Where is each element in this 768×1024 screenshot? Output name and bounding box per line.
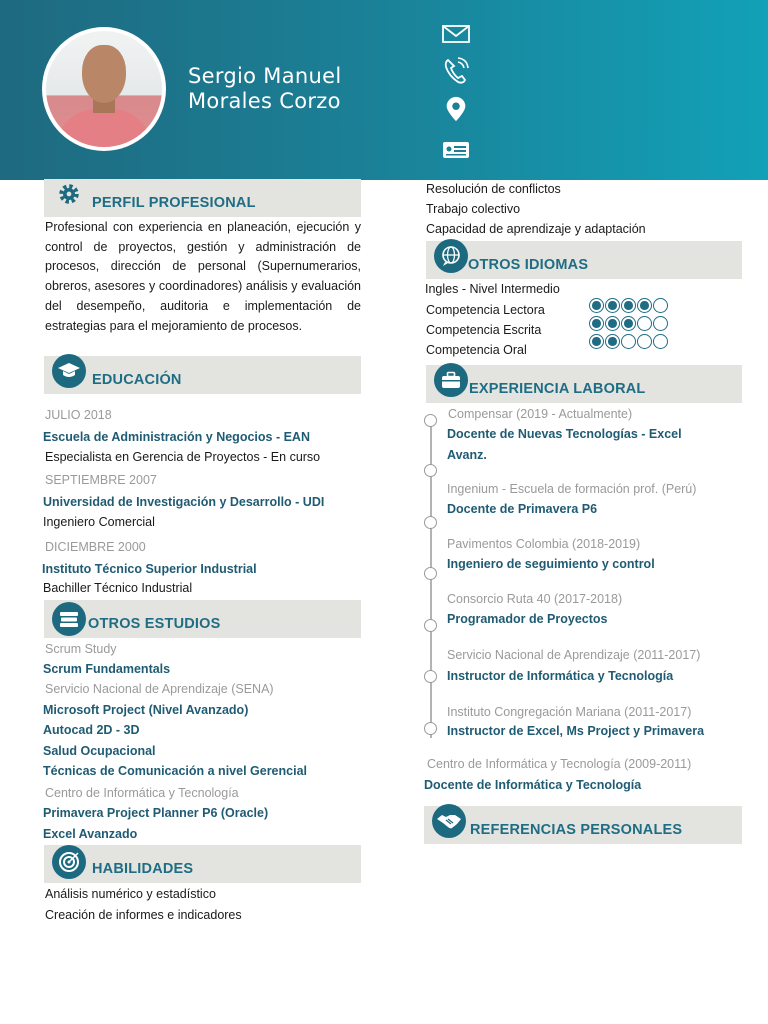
header-banner: [0, 0, 768, 180]
rating-dot-filled: [589, 298, 604, 313]
name-line-2: Morales Corzo: [188, 89, 341, 113]
section-title: REFERENCIAS PERSONALES: [470, 822, 683, 838]
rating-dot-filled: [605, 298, 620, 313]
section-educacion: [44, 356, 361, 394]
handshake-icon: [432, 804, 466, 838]
timeline-dot: [424, 414, 437, 427]
rating-dot-filled: [621, 316, 636, 331]
rating-dot-empty: [653, 298, 668, 313]
rating-dot-empty: [637, 334, 652, 349]
timeline-dot: [424, 722, 437, 735]
study-provider: Scrum Study: [45, 642, 117, 656]
profile-photo: [46, 31, 162, 147]
section-habilidades: [44, 845, 361, 883]
skill-item: Capacidad de aprendizaje y adaptación: [426, 222, 646, 236]
education-degree: Especialista en Gerencia de Proyectos - En curso: [45, 450, 321, 464]
job-company: Servicio Nacional de Aprendizaje (2011-2017): [447, 648, 701, 662]
section-perfil-profesional: [44, 179, 361, 217]
section-experiencia-laboral: [426, 365, 742, 403]
education-degree: Bachiller Técnico Industrial: [43, 581, 193, 595]
job-role: Ingeniero de seguimiento y control: [447, 557, 655, 571]
language-rating: [589, 316, 668, 331]
books-icon: [52, 602, 86, 636]
job-company: Instituto Congregación Mariana (2011-2017): [447, 705, 692, 719]
profile-photo-frame: [42, 27, 166, 151]
job-role: Docente de Primavera P6: [447, 502, 598, 516]
study-course: Técnicas de Comunicación a nivel Gerencial: [43, 764, 307, 778]
skill-item: Resolución de conflictos: [426, 182, 561, 196]
speech-globe-icon: [434, 239, 468, 273]
job-company: Centro de Informática y Tecnología (2009-2011): [427, 757, 692, 771]
job-role: Docente de Nuevas Tecnologías - Excel: [447, 427, 682, 441]
language-skill-label: Competencia Lectora: [426, 303, 545, 317]
job-role: Instructor de Excel, Ms Project y Primavera: [447, 724, 705, 738]
job-company: Pavimentos Colombia (2018-2019): [447, 537, 641, 551]
job-role: Instructor de Informática y Tecnología: [447, 669, 674, 683]
language-skill-label: Competencia Escrita: [426, 323, 542, 337]
education-date: JULIO 2018: [45, 408, 112, 422]
timeline-dot: [424, 464, 437, 477]
study-provider: Servicio Nacional de Aprendizaje (SENA): [45, 682, 274, 696]
skill-item: Creación de informes e indicadores: [45, 908, 242, 922]
language-rating: [589, 334, 668, 349]
job-role: Avanz.: [447, 448, 487, 462]
rating-dot-filled: [589, 316, 604, 331]
name-line-1: Sergio Manuel: [188, 64, 342, 88]
skill-item: Análisis numérico y estadístico: [45, 887, 216, 901]
timeline-dot: [424, 516, 437, 529]
job-company: Ingenium - Escuela de formación prof. (Perú): [447, 482, 697, 496]
section-title: EDUCACIÓN: [92, 372, 182, 388]
job-company: Compensar (2019 - Actualmente): [448, 407, 633, 421]
section-otros-idiomas: [426, 241, 742, 279]
education-school: Escuela de Administración y Negocios - EAN: [43, 430, 310, 444]
job-company: Consorcio Ruta 40 (2017-2018): [447, 592, 623, 606]
rating-dot-empty: [637, 316, 652, 331]
section-title: EXPERIENCIA LABORAL: [469, 381, 646, 397]
education-school: Instituto Técnico Superior Industrial: [42, 562, 257, 576]
rating-dot-empty: [653, 316, 668, 331]
section-title: HABILIDADES: [92, 861, 194, 877]
language-name: Ingles - Nivel Intermedio: [425, 282, 560, 296]
phone-icon: [441, 57, 471, 85]
envelope-icon: [441, 20, 471, 48]
study-course: Excel Avanzado: [43, 827, 138, 841]
education-date: SEPTIEMBRE 2007: [45, 473, 157, 487]
study-course: Autocad 2D - 3D: [43, 723, 140, 737]
education-date: DICIEMBRE 2000: [45, 540, 146, 554]
language-skill-label: Competencia Oral: [426, 343, 527, 357]
section-title: OTROS ESTUDIOS: [88, 616, 221, 632]
section-otros-estudios: [44, 600, 361, 638]
timeline-dot: [424, 670, 437, 683]
section-title: PERFIL PROFESIONAL: [92, 195, 256, 211]
section-title: OTROS IDIOMAS: [468, 257, 589, 273]
location-pin-icon: [441, 95, 471, 123]
rating-dot-filled: [621, 298, 636, 313]
study-provider: Centro de Informática y Tecnología: [45, 786, 239, 800]
id-card-icon: [441, 136, 471, 164]
study-course: Salud Ocupacional: [43, 744, 156, 758]
rating-dot-filled: [605, 316, 620, 331]
rating-dot-filled: [589, 334, 604, 349]
timeline-dot: [424, 619, 437, 632]
target-icon: [52, 845, 86, 879]
education-school: Universidad de Investigación y Desarrollo - UDI: [43, 495, 325, 509]
education-degree: Ingeniero Comercial: [43, 515, 155, 529]
graduation-cap-icon: [52, 354, 86, 388]
job-role: Programador de Proyectos: [447, 612, 608, 626]
timeline-dot: [424, 567, 437, 580]
rating-dot-filled: [637, 298, 652, 313]
gear-icon: [52, 177, 86, 211]
rating-dot-empty: [653, 334, 668, 349]
job-role: Docente de Informática y Tecnología: [424, 778, 642, 792]
profile-summary: Profesional con experiencia en planeación, ejecución y control de proyectos, gestión y administración de procesos, dirección de personal (Supernumerarios, obreros, asesores y coordinadores) análisis y evaluación del desempeño, auditoria e implementación de estrategias para el mejoramiento de procesos.: [45, 220, 361, 333]
rating-dot-empty: [621, 334, 636, 349]
section-referencias-personales: [424, 806, 742, 844]
study-course: Scrum Fundamentals: [43, 662, 171, 676]
briefcase-icon: [434, 363, 468, 397]
rating-dot-filled: [605, 334, 620, 349]
study-course: Microsoft Project (Nivel Avanzado): [43, 703, 249, 717]
full-name: [188, 64, 341, 114]
study-course: Primavera Project Planner P6 (Oracle): [43, 806, 269, 820]
skill-item: Trabajo colectivo: [426, 202, 521, 216]
language-rating: [589, 298, 668, 313]
